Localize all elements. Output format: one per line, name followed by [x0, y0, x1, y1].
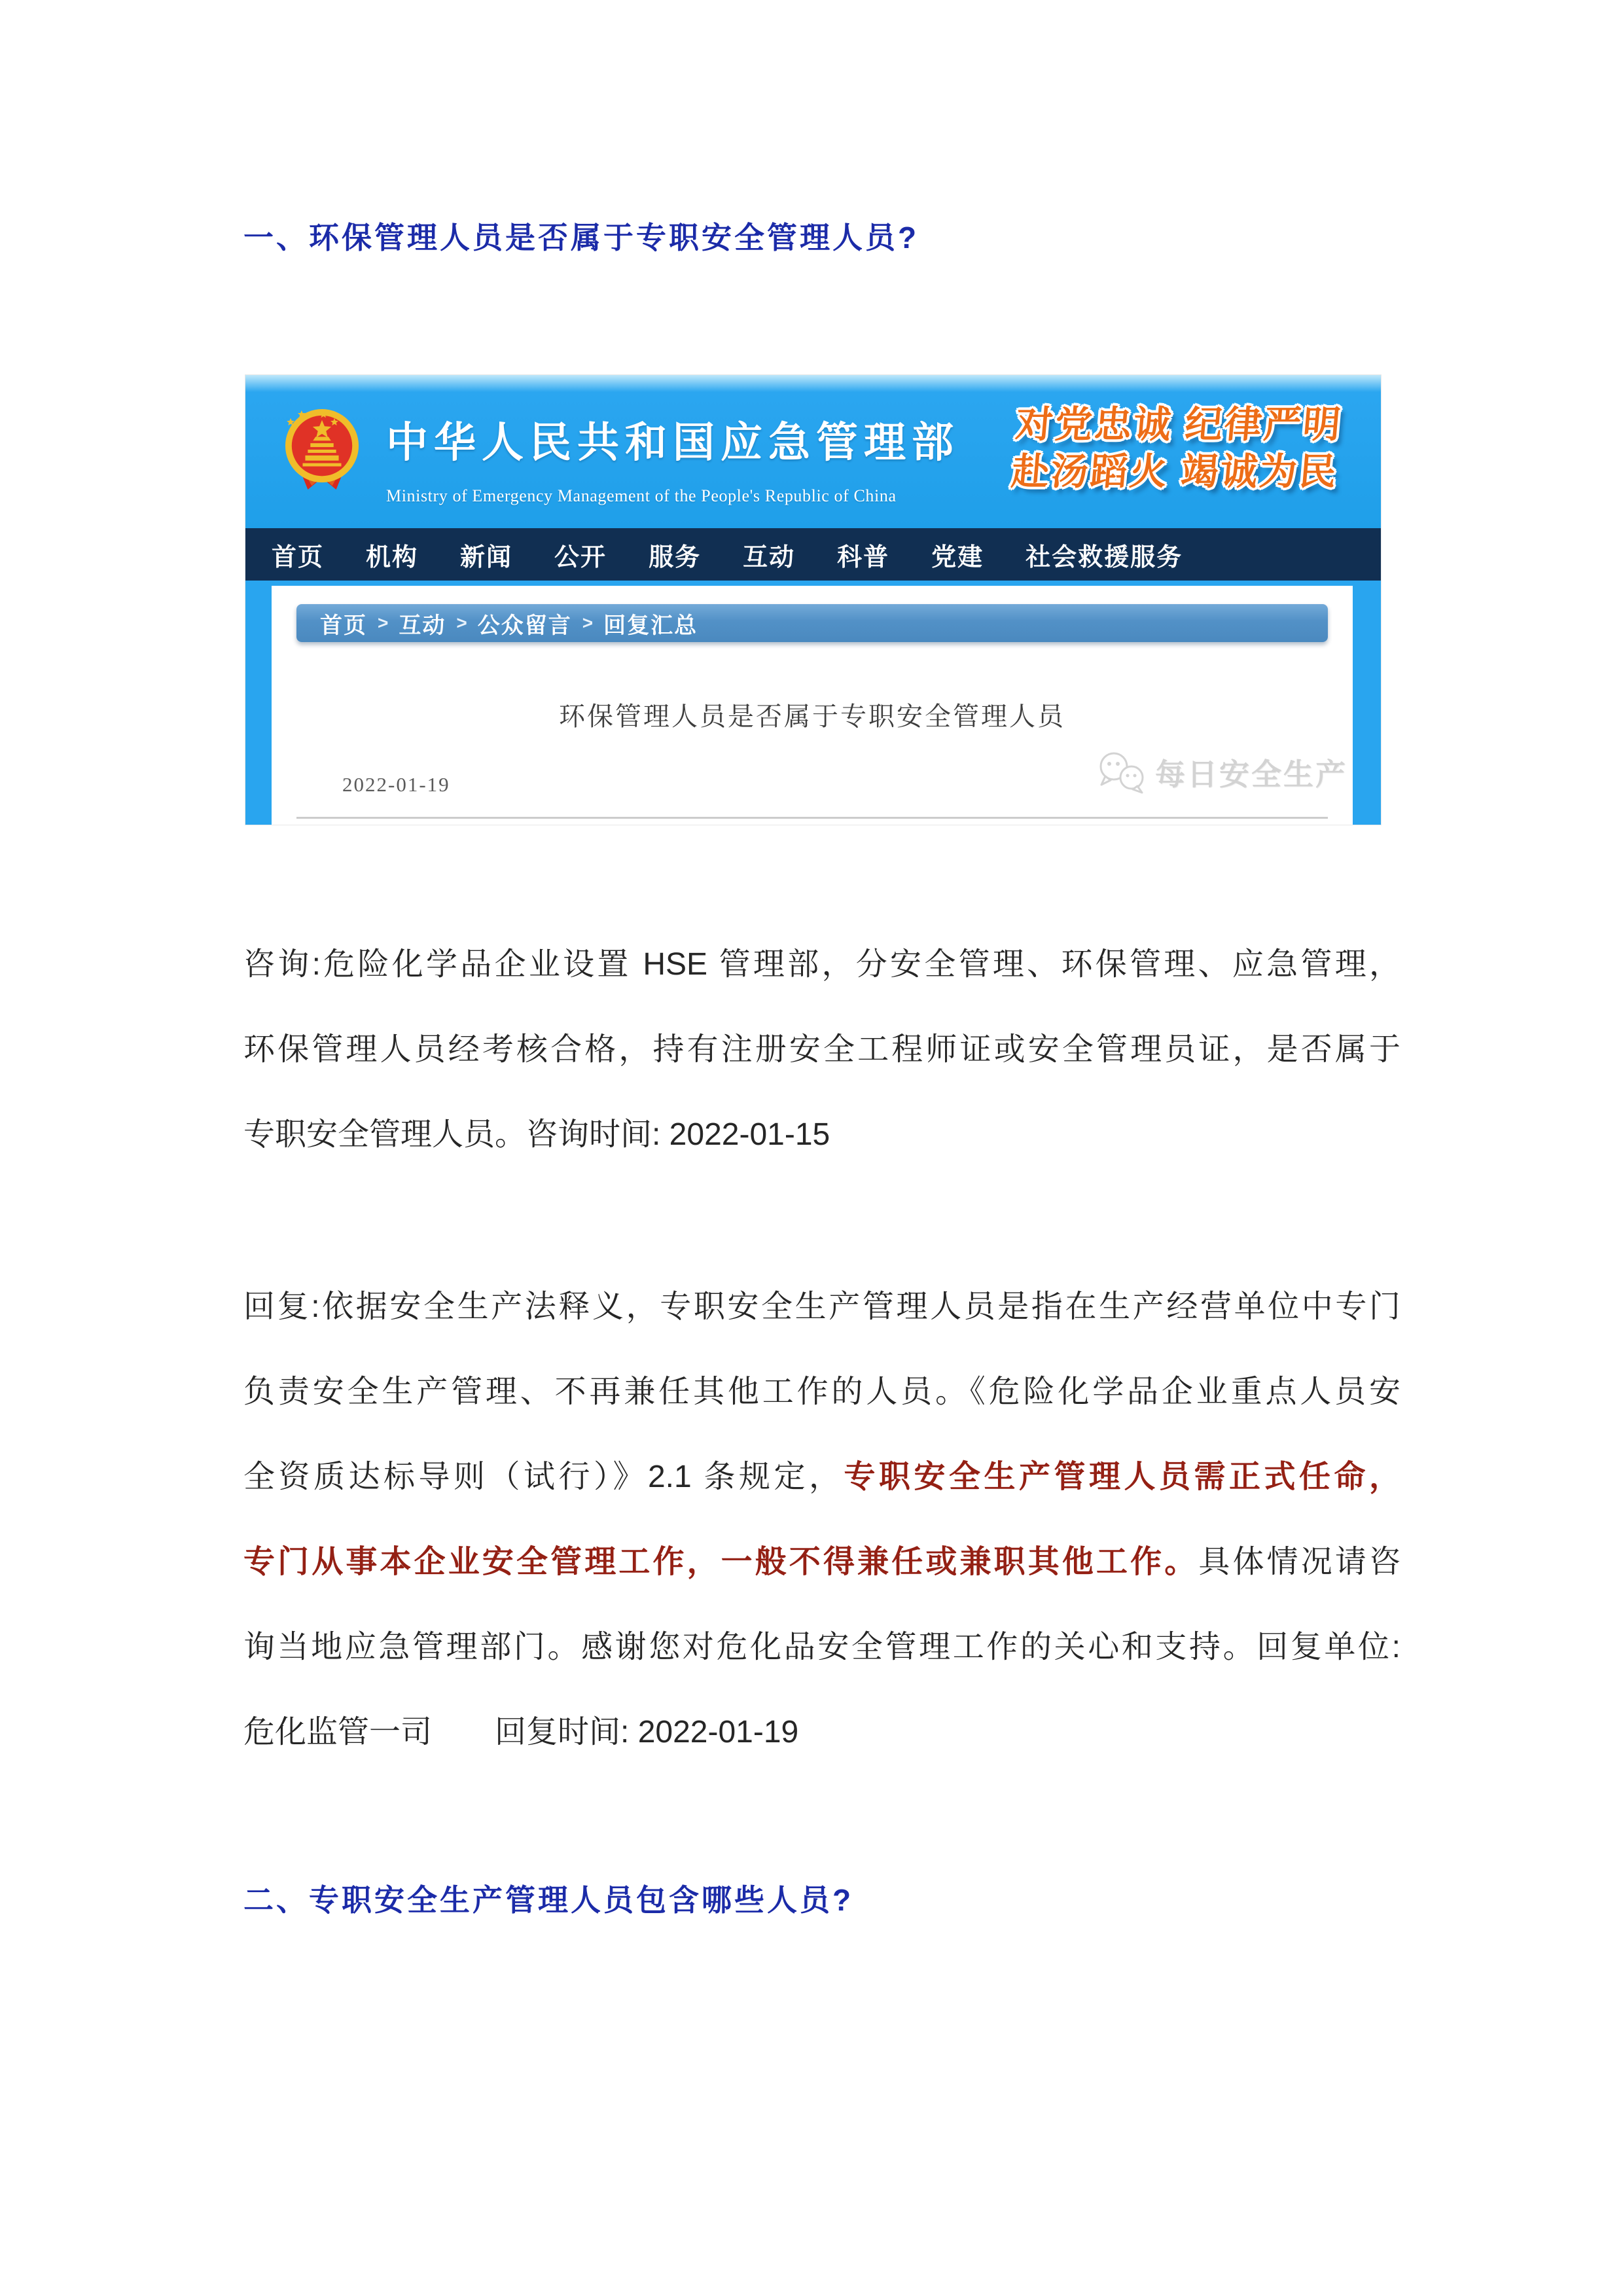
watermark [1096, 751, 1347, 794]
breadcrumb [296, 604, 1328, 642]
paragraph-line [243, 1690, 1400, 1775]
site-subtitle: Ministry of Emergency Management of the People's Republic of China [386, 486, 897, 505]
slogan-line-1: 对党忠诚 纪律严明 [1014, 404, 1344, 446]
breadcrumb-separator: > [456, 613, 467, 633]
banner-slogan [1010, 401, 1344, 495]
paragraph-line [243, 1435, 1400, 1520]
consultation-paragraph [243, 922, 1400, 1177]
article-panel [272, 586, 1353, 825]
site-content-area [245, 581, 1381, 825]
nav-item[interactable]: 科普 [837, 543, 890, 571]
paragraph-line [243, 1520, 1400, 1605]
nav-item[interactable]: 新闻 [460, 543, 513, 571]
body-text: 咨询:危险化学品企业设置 HSE 管理部，分安全管理、环保管理、应急管理， [243, 947, 1400, 982]
nav-item[interactable]: 服务 [649, 543, 702, 571]
body-text: 专职安全管理人员。咨询时间: 2022-01-15 [243, 1117, 830, 1152]
site-banner [245, 375, 1381, 528]
chat-bubbles-icon [1096, 751, 1149, 794]
document-heading-1: 一、环保管理人员是否属于专职安全管理人员? [243, 221, 919, 255]
nav-item[interactable]: 首页 [272, 543, 325, 571]
breadcrumb-item[interactable]: 互动 [399, 613, 446, 638]
china-national-emblem-icon [283, 406, 361, 493]
site-identity [386, 409, 959, 506]
reply-paragraph [243, 1265, 1400, 1775]
paragraph-line [243, 1265, 1400, 1350]
body-text: 具体情况请咨 [1198, 1545, 1400, 1579]
highlighted-text: 专门从事本企业安全管理工作，一般不得兼任或兼职其他工作。 [243, 1545, 1199, 1579]
paragraph-line [243, 1007, 1400, 1092]
body-text: 危化监管一司 [243, 1715, 433, 1749]
content-divider [296, 817, 1328, 819]
slogan-line-2: 赴汤蹈火 竭诚为民 [1010, 451, 1340, 493]
breadcrumb-item[interactable]: 回复汇总 [603, 613, 698, 638]
breadcrumb-separator: > [582, 613, 594, 633]
body-text: 回复:依据安全生产法释义，专职安全生产管理人员是指在生产经营单位中专门 [243, 1289, 1400, 1324]
breadcrumb-item[interactable]: 首页 [320, 613, 367, 638]
body-text: 负责安全生产管理、不再兼任其他工作的人员。《危险化学品企业重点人员安 [243, 1374, 1400, 1409]
body-text: 环保管理人员经考核合格，持有注册安全工程师证或安全管理员证，是否属于 [243, 1032, 1400, 1067]
nav-item[interactable]: 互动 [743, 543, 796, 571]
article-title: 环保管理人员是否属于专职安全管理人员 [559, 702, 1065, 731]
paragraph-line [243, 1605, 1400, 1690]
paragraph-line [243, 922, 1400, 1007]
nav-item[interactable]: 党建 [931, 543, 984, 571]
watermark-text: 每日安全生产 [1155, 757, 1347, 791]
breadcrumb-item[interactable]: 公众留言 [477, 613, 572, 638]
paragraph-line [243, 1350, 1400, 1435]
body-text: 全资质达标导则（试行）》2.1 条规定， [243, 1460, 844, 1494]
paragraph-line [243, 1092, 1400, 1177]
article-date: 2022-01-19 [342, 773, 450, 796]
nav-item[interactable]: 机构 [366, 543, 419, 571]
embedded-screenshot [245, 375, 1381, 825]
body-text: 回复时间: 2022-01-19 [495, 1715, 799, 1749]
body-text: 询当地应急管理部门。感谢您对危化品安全管理工作的关心和支持。回复单位: [243, 1630, 1400, 1664]
site-nav [245, 528, 1381, 581]
site-title: 中华人民共和国应急管理部 [386, 419, 959, 466]
nav-item[interactable]: 公开 [554, 543, 607, 571]
nav-item[interactable]: 社会救援服务 [1026, 543, 1183, 571]
document-heading-2: 二、专职安全生产管理人员包含哪些人员? [243, 1883, 854, 1917]
breadcrumb-separator: > [378, 613, 389, 633]
highlighted-text: 专职安全生产管理人员需正式任命， [844, 1460, 1400, 1494]
